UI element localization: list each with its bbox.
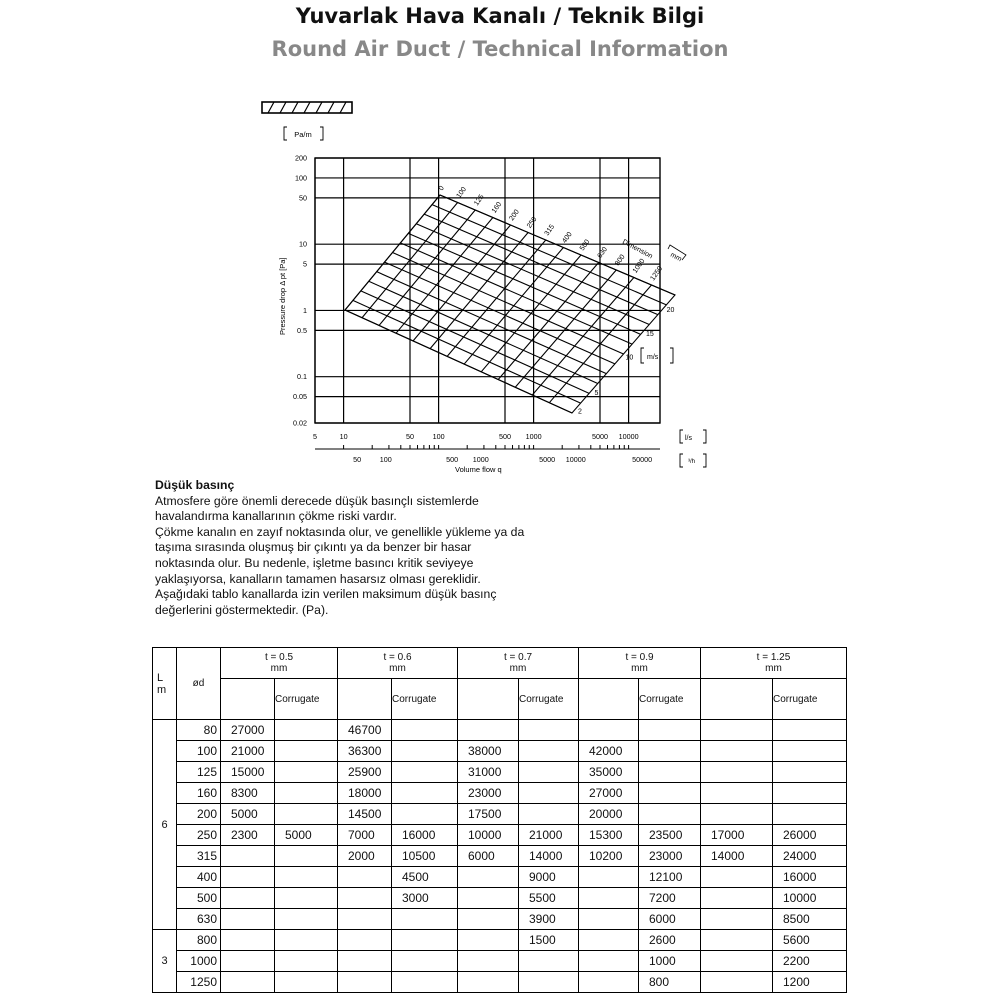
table-row <box>153 930 847 951</box>
x-tick-label-m3h: 50 <box>353 455 362 464</box>
diameter-cell: 250 <box>177 825 221 846</box>
velocity-tick-label: 10 <box>625 354 634 362</box>
pressure-value-cell <box>458 888 519 909</box>
dimension-tick-label: 200 <box>508 208 521 223</box>
pressure-value-cell <box>519 783 579 804</box>
pressure-value-cell: 12100 <box>639 867 701 888</box>
pressure-value-cell: 5000 <box>275 825 338 846</box>
section-line: noktasında olur. Bu nedenle, işletme basıncı kritik seviyeye <box>155 555 474 570</box>
pressure-value-cell <box>338 888 392 909</box>
col-length-header: L m <box>153 648 177 720</box>
y-tick-label: 1 <box>303 305 307 315</box>
velocity-tick-label: 20 <box>666 307 675 315</box>
thickness-header: t = 0.7 mm <box>458 648 579 679</box>
pressure-value-cell: 2000 <box>338 846 392 867</box>
pressure-value-cell <box>701 867 773 888</box>
x-tick-label-ls: 5 <box>313 432 317 441</box>
pressure-value-cell <box>338 930 392 951</box>
diameter-cell: 315 <box>177 846 221 867</box>
pressure-value-cell: 18000 <box>338 783 392 804</box>
dimension-tick-label: 500 <box>578 238 592 253</box>
pressure-value-cell: 16000 <box>392 825 458 846</box>
diameter-cell: 100 <box>177 741 221 762</box>
pressure-value-cell: 20000 <box>579 804 639 825</box>
pressure-value-cell <box>392 741 458 762</box>
y-tick-label: 0.1 <box>297 372 307 382</box>
corrugate-header: Corrugate <box>392 679 458 720</box>
pressure-value-cell <box>579 888 639 909</box>
thickness-header: t = 0.5 mm <box>221 648 338 679</box>
pressure-value-cell <box>773 783 847 804</box>
diameter-cell: 160 <box>177 783 221 804</box>
y-tick-label: 100 <box>295 173 307 183</box>
y-tick-label: 200 <box>295 153 307 163</box>
page-title-english: Round Air Duct / Technical Information <box>271 37 729 61</box>
velocity-line <box>440 195 675 295</box>
diameter-cell: 1250 <box>177 972 221 993</box>
pressure-value-cell: 17500 <box>458 804 519 825</box>
pressure-drop-chart <box>250 95 720 480</box>
pressure-value-cell <box>392 720 458 741</box>
dimension-tick-label: 125 <box>473 193 486 208</box>
table-row <box>153 783 847 804</box>
pressure-value-cell <box>579 909 639 930</box>
diameter-cell: 500 <box>177 888 221 909</box>
pressure-value-cell: 6000 <box>458 846 519 867</box>
dimension-tick-label: 250 <box>526 216 539 230</box>
page-title-turkish: Yuvarlak Hava Kanalı / Teknik Bilgi <box>295 4 705 28</box>
pressure-value-cell: 15300 <box>579 825 639 846</box>
pressure-value-cell: 8500 <box>773 909 847 930</box>
pressure-value-cell: 21000 <box>221 741 275 762</box>
dimension-tick-label: 800 <box>614 253 627 268</box>
x-tick-label-m3h: 500 <box>446 455 459 464</box>
pressure-value-cell: 1500 <box>519 930 579 951</box>
pressure-value-cell <box>579 720 639 741</box>
pressure-value-cell <box>275 930 338 951</box>
table-row <box>153 804 847 825</box>
pressure-value-cell <box>392 762 458 783</box>
pressure-value-cell: 3000 <box>392 888 458 909</box>
velocity-line <box>385 262 615 364</box>
pressure-value-cell: 2200 <box>773 951 847 972</box>
pressure-value-cell <box>639 783 701 804</box>
pressure-value-cell: 10500 <box>392 846 458 867</box>
x-tick-label-ls: 100 <box>432 432 445 441</box>
pressure-value-cell <box>701 783 773 804</box>
velocity-line <box>400 243 632 344</box>
pressure-value-cell: 24000 <box>773 846 847 867</box>
pressure-value-cell <box>338 951 392 972</box>
velocity-tick-label: 15 <box>646 330 654 338</box>
pressure-value-cell <box>701 909 773 930</box>
pressure-value-cell <box>221 867 275 888</box>
pressure-value-cell <box>275 972 338 993</box>
pressure-value-cell: 16000 <box>773 867 847 888</box>
velocity-tick-label: 5 <box>594 389 599 397</box>
flat-header <box>701 679 773 720</box>
x-tick-label-ls: 10 <box>339 432 348 441</box>
pressure-value-cell: 3900 <box>519 909 579 930</box>
pressure-value-cell <box>773 804 847 825</box>
pressure-value-cell <box>221 972 275 993</box>
pressure-value-cell <box>519 720 579 741</box>
corrugate-header: Corrugate <box>519 679 579 720</box>
diameter-cell: 1000 <box>177 951 221 972</box>
pressure-value-cell: 2300 <box>221 825 275 846</box>
pressure-value-cell: 7200 <box>639 888 701 909</box>
section-heading: Düşük basınç <box>155 478 235 492</box>
section-line: taşıma sırasında oluşmuş bir çıkıntı ya da benzer bir hasar <box>155 540 472 555</box>
section-line: Aşağıdaki tablo kanallarda izin verilen maksimum düşük basınç <box>155 587 497 602</box>
pressure-value-cell: 36300 <box>338 741 392 762</box>
pressure-value-cell <box>519 741 579 762</box>
diameter-cell: 125 <box>177 762 221 783</box>
pressure-value-cell: 4500 <box>392 867 458 888</box>
pressure-value-cell <box>701 762 773 783</box>
pressure-value-cell: 21000 <box>519 825 579 846</box>
pressure-value-cell <box>519 762 579 783</box>
pressure-value-cell <box>701 930 773 951</box>
pressure-value-cell <box>639 741 701 762</box>
pressure-value-cell <box>392 909 458 930</box>
pressure-value-cell: 6000 <box>639 909 701 930</box>
thickness-header: t = 1.25 mm <box>701 648 847 679</box>
velocity-line <box>432 205 666 305</box>
length-cell: 3 <box>153 930 177 993</box>
flat-header <box>338 679 392 720</box>
pressure-value-cell <box>392 972 458 993</box>
x-tick-label-ls: 1000 <box>525 432 542 441</box>
flat-header <box>221 679 275 720</box>
x-tick-label-m3h: 100 <box>379 455 392 464</box>
table-row <box>153 909 847 930</box>
pressure-value-cell <box>458 720 519 741</box>
section-line: Atmosfere göre önemli derecede düşük basınçlı sistemlerde <box>155 493 479 508</box>
diameter-cell: 400 <box>177 867 221 888</box>
y-axis-label: Pressure drop Δ pt [Pa] <box>278 257 287 335</box>
dimension-tick-label: 0 <box>437 184 446 193</box>
pressure-value-cell <box>458 867 519 888</box>
pressure-value-cell: 9000 <box>519 867 579 888</box>
x-tick-label-m3h: 1000 <box>472 455 489 464</box>
low-pressure-section <box>155 478 555 618</box>
pressure-value-cell <box>275 783 338 804</box>
pressure-value-cell: 1000 <box>639 951 701 972</box>
pressure-value-cell: 10000 <box>773 888 847 909</box>
pressure-value-cell: 42000 <box>579 741 639 762</box>
x-tick-label-ls: 500 <box>499 432 511 441</box>
section-line: değerlerini göstermektedir. (Pa). <box>155 602 329 617</box>
y-tick-label: 0.5 <box>297 325 307 335</box>
pressure-value-cell <box>221 846 275 867</box>
pressure-value-cell: 17000 <box>701 825 773 846</box>
pressure-value-cell: 35000 <box>579 762 639 783</box>
length-cell: 6 <box>153 720 177 930</box>
x-axis-label: Volume flow q <box>455 465 502 474</box>
x-tick-label-ls: 5000 <box>592 432 608 441</box>
max-low-pressure-table <box>152 647 847 993</box>
pressure-value-cell <box>392 783 458 804</box>
corrugate-header: Corrugate <box>275 679 338 720</box>
dimension-tick-label: 630 <box>596 246 609 260</box>
pressure-value-cell <box>338 909 392 930</box>
pressure-value-cell: 7000 <box>338 825 392 846</box>
thickness-header: t = 0.9 mm <box>579 648 701 679</box>
pressure-value-cell <box>579 951 639 972</box>
dimension-tick-label: 1000 <box>631 257 647 275</box>
col-diameter-header: ød <box>177 648 221 720</box>
pressure-value-cell: 14000 <box>701 846 773 867</box>
corrugate-header: Corrugate <box>639 679 701 720</box>
y-tick-label: 50 <box>299 193 307 203</box>
corrugate-header: Corrugate <box>773 679 847 720</box>
pressure-value-cell: 2600 <box>639 930 701 951</box>
pressure-value-cell <box>275 909 338 930</box>
pressure-value-cell <box>275 741 338 762</box>
pressure-value-cell <box>701 741 773 762</box>
dimension-tick-label: 315 <box>543 223 557 238</box>
velocity-line <box>416 224 649 325</box>
pressure-value-cell: 800 <box>639 972 701 993</box>
pressure-value-cell: 8300 <box>221 783 275 804</box>
flow-unit-m3h: ³/h <box>688 459 696 465</box>
pressure-value-cell <box>519 972 579 993</box>
flat-header <box>458 679 519 720</box>
pressure-value-cell: 1200 <box>773 972 847 993</box>
pressure-value-cell: 23000 <box>639 846 701 867</box>
x-tick-label-m3h: 5000 <box>539 455 556 464</box>
velocity-line <box>361 291 589 394</box>
pressure-value-cell <box>701 804 773 825</box>
pressure-value-cell <box>458 909 519 930</box>
table-row <box>153 720 847 741</box>
table-row <box>153 867 847 888</box>
pressure-value-cell: 25900 <box>338 762 392 783</box>
pressure-value-cell <box>275 720 338 741</box>
table-row <box>153 846 847 867</box>
table-row <box>153 825 847 846</box>
pressure-value-cell <box>338 867 392 888</box>
y-unit-label: Pa/m <box>294 130 312 139</box>
pressure-value-cell <box>338 972 392 993</box>
pressure-value-cell: 38000 <box>458 741 519 762</box>
pressure-value-cell <box>773 720 847 741</box>
pressure-value-cell <box>275 888 338 909</box>
pressure-value-cell: 14500 <box>338 804 392 825</box>
pressure-value-cell: 46700 <box>338 720 392 741</box>
pressure-value-cell <box>773 741 847 762</box>
pressure-value-cell <box>221 951 275 972</box>
pressure-value-cell: 10200 <box>579 846 639 867</box>
pressure-value-cell <box>701 720 773 741</box>
pressure-value-cell <box>392 930 458 951</box>
x-tick-label-ls: 10000 <box>618 432 639 441</box>
pressure-value-cell: 23500 <box>639 825 701 846</box>
table-row <box>153 972 847 993</box>
pressure-value-cell <box>519 804 579 825</box>
y-tick-label: 10 <box>299 239 307 249</box>
flat-header <box>579 679 639 720</box>
pressure-value-cell <box>579 972 639 993</box>
pressure-value-cell <box>275 846 338 867</box>
x-tick-label-m3h: 10000 <box>565 455 586 464</box>
pressure-value-cell <box>701 888 773 909</box>
pressure-value-cell: 5600 <box>773 930 847 951</box>
dimension-tick-label: 1250 <box>649 265 665 283</box>
pressure-value-cell <box>392 804 458 825</box>
dimension-tick-label: 160 <box>490 201 504 215</box>
pressure-value-cell <box>392 951 458 972</box>
pressure-value-cell <box>221 909 275 930</box>
pressure-value-cell: 15000 <box>221 762 275 783</box>
pressure-value-cell: 23000 <box>458 783 519 804</box>
diameter-cell: 630 <box>177 909 221 930</box>
x-tick-label-ls: 50 <box>406 432 414 441</box>
pressure-value-cell <box>579 867 639 888</box>
diameter-cell: 80 <box>177 720 221 741</box>
section-line: Çökme kanalın en zayıf noktasında olur, ve genellikle yükleme ya da <box>155 524 525 539</box>
pressure-value-cell: 5500 <box>519 888 579 909</box>
pressure-value-cell <box>275 804 338 825</box>
y-tick-label: 0.02 <box>293 418 307 428</box>
table-row <box>153 951 847 972</box>
diameter-cell: 200 <box>177 804 221 825</box>
velocity-line <box>393 253 627 355</box>
pressure-value-cell <box>275 951 338 972</box>
pressure-value-cell: 26000 <box>773 825 847 846</box>
pressure-value-cell <box>221 930 275 951</box>
pressure-value-cell <box>275 867 338 888</box>
y-tick-label: 0.05 <box>293 392 307 402</box>
pressure-value-cell <box>458 972 519 993</box>
flow-unit-ls: l/s <box>685 435 692 442</box>
pressure-value-cell <box>221 888 275 909</box>
velocity-tick-label: 2 <box>578 408 582 416</box>
table-row <box>153 888 847 909</box>
pressure-value-cell: 10000 <box>458 825 519 846</box>
table-row <box>153 762 847 783</box>
pressure-value-cell <box>701 972 773 993</box>
pressure-value-cell: 31000 <box>458 762 519 783</box>
pressure-value-cell <box>639 762 701 783</box>
y-tick-label: 5 <box>303 259 307 269</box>
velocity-unit: m/s <box>647 354 659 361</box>
pressure-value-cell <box>458 930 519 951</box>
pressure-value-cell <box>275 762 338 783</box>
duct-symbol-icon <box>262 102 352 113</box>
pressure-value-cell <box>458 951 519 972</box>
pressure-value-cell: 27000 <box>221 720 275 741</box>
pressure-value-cell <box>639 720 701 741</box>
dimension-label: Dimension <box>621 238 654 261</box>
section-line: havalandırma kanallarının çökme riski vardır. <box>155 509 397 524</box>
dimension-unit: mm <box>669 251 683 264</box>
velocity-line <box>369 281 598 383</box>
velocity-line <box>377 272 607 374</box>
pressure-value-cell <box>519 951 579 972</box>
pressure-value-cell <box>579 930 639 951</box>
pressure-value-cell: 5000 <box>221 804 275 825</box>
pressure-value-cell <box>639 804 701 825</box>
thickness-header: t = 0.6 mm <box>338 648 458 679</box>
dimension-tick-label: 100 <box>455 186 468 200</box>
pressure-value-cell <box>773 762 847 783</box>
table-row <box>153 741 847 762</box>
pressure-value-cell: 14000 <box>519 846 579 867</box>
dimension-tick-label: 400 <box>561 231 574 245</box>
pressure-value-cell: 27000 <box>579 783 639 804</box>
diameter-cell: 800 <box>177 930 221 951</box>
x-tick-label-m3h: 50000 <box>632 455 653 464</box>
section-line: yaklaşıyorsa, kanalların tamamen hasarsız olması gereklidir. <box>155 571 481 586</box>
pressure-value-cell <box>701 951 773 972</box>
